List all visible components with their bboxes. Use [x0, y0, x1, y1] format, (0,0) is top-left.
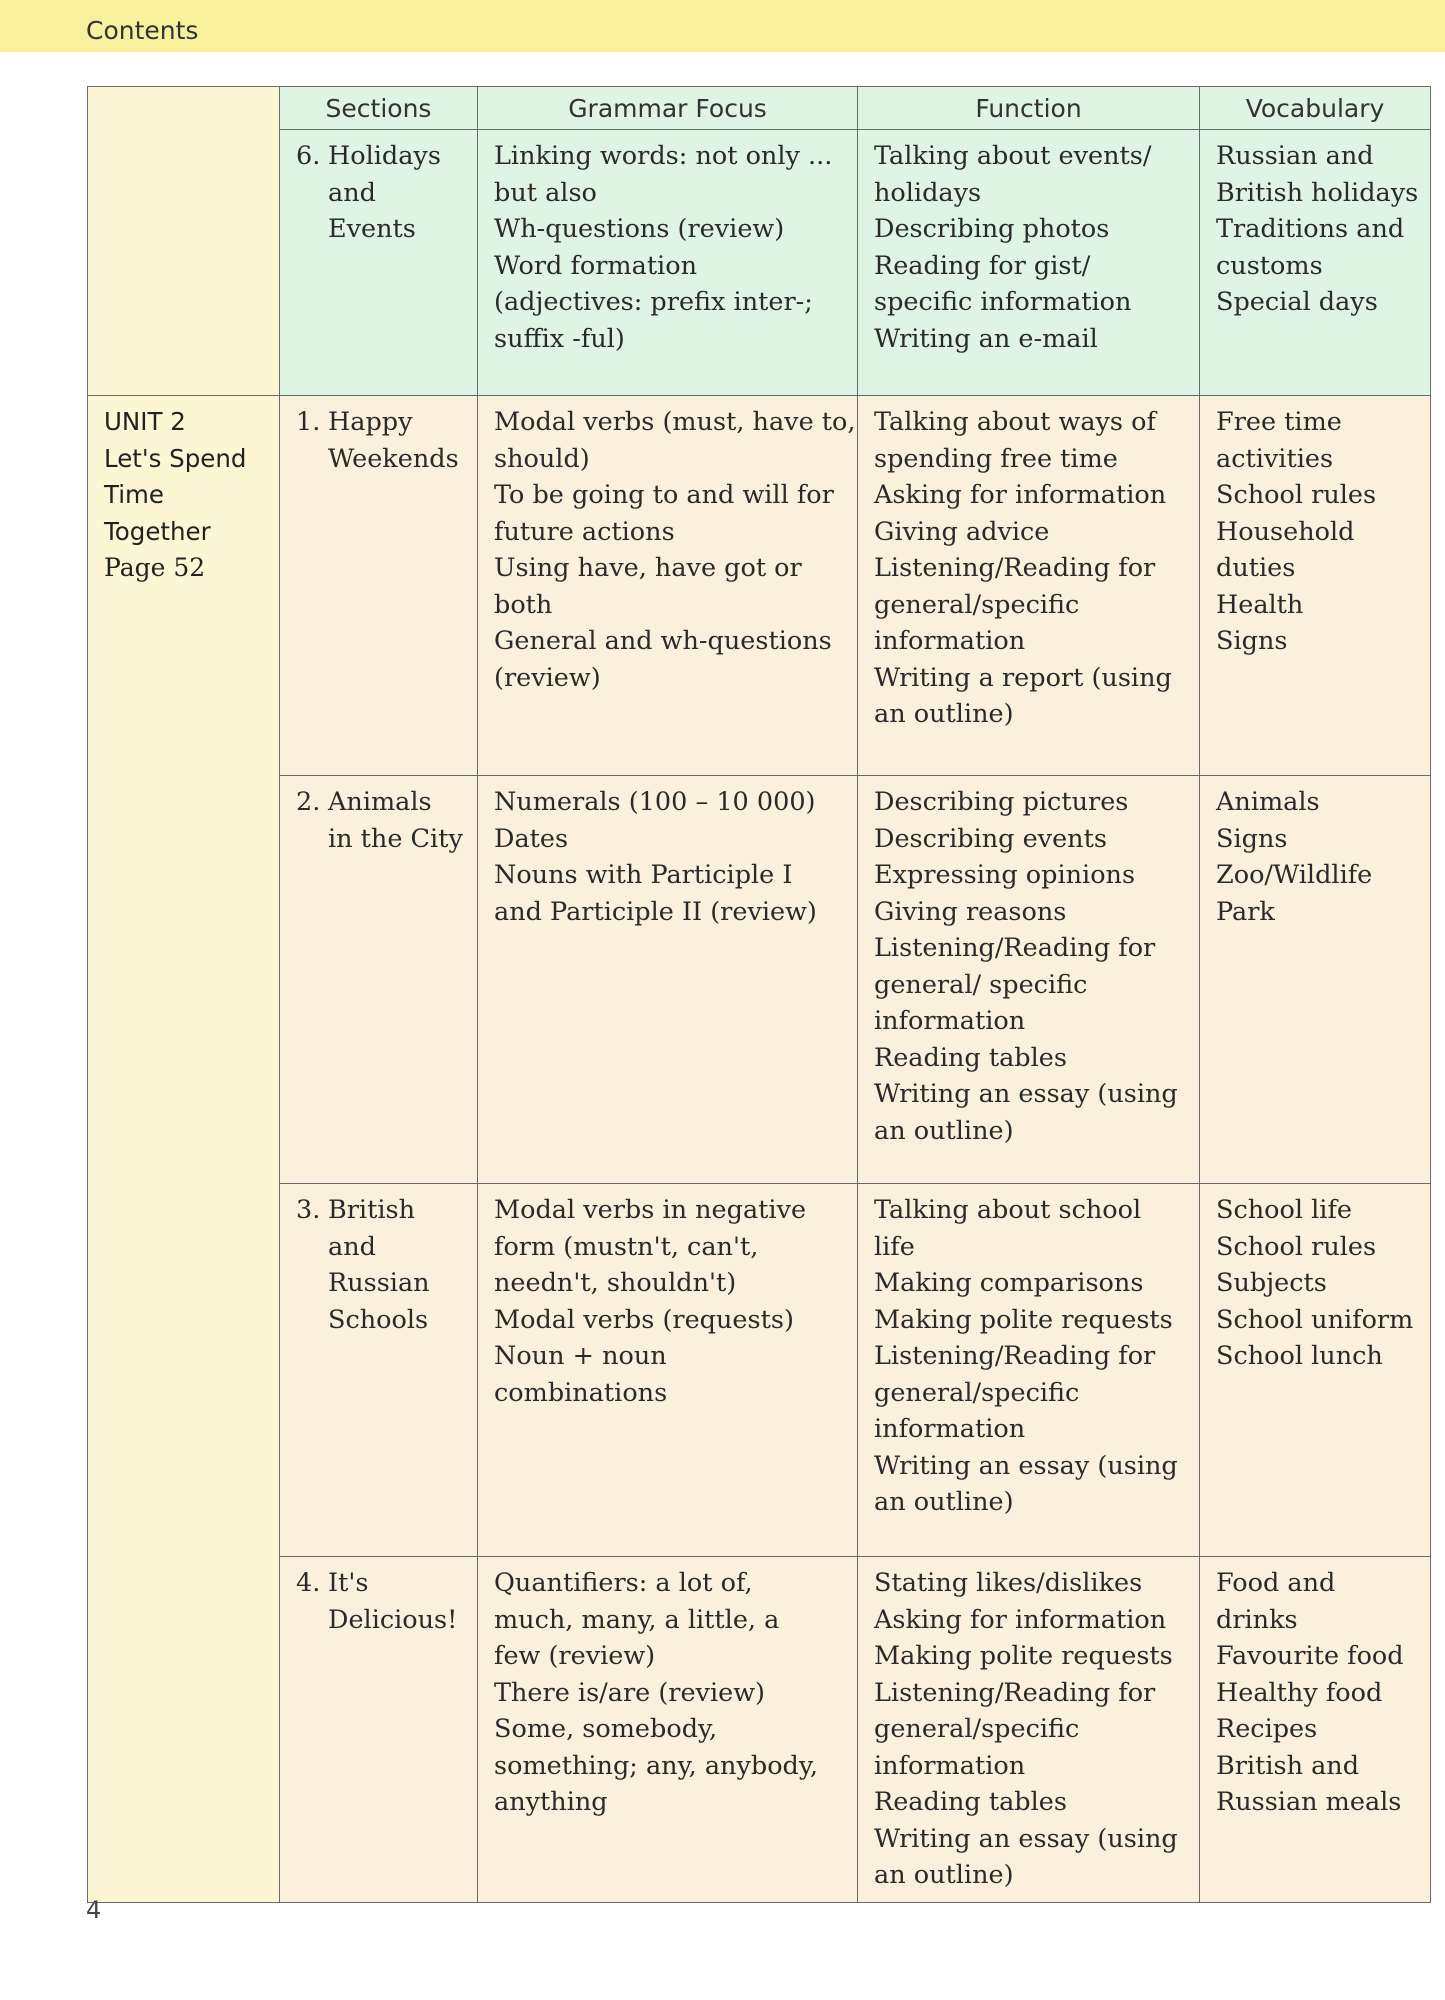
- function-line: general/specific: [874, 1377, 1080, 1408]
- grammar-line: and Participle II (review): [494, 896, 817, 927]
- function-line: Writing an essay (using: [874, 1823, 1178, 1854]
- grammar-line: needn't, shouldn't): [494, 1268, 737, 1298]
- vocabulary-line: Household: [1216, 516, 1355, 547]
- vocabulary-line: activities: [1216, 443, 1334, 474]
- vocabulary-line: Park: [1216, 896, 1275, 927]
- vocabulary-line: Healthy food: [1216, 1677, 1383, 1708]
- grammar-line: Quantifiers: a lot of,: [494, 1568, 753, 1598]
- section-number: 4.: [296, 1568, 321, 1598]
- grammar-line: future actions: [494, 516, 675, 547]
- grammar-line: Some, somebody,: [494, 1714, 718, 1744]
- vocabulary-line: British holidays: [1216, 177, 1419, 208]
- section-title-line: Russian: [328, 1268, 430, 1298]
- function-line: information: [874, 1006, 1026, 1036]
- unit-page: Page 52: [104, 553, 206, 582]
- vocabulary-line: Animals: [1216, 787, 1320, 817]
- vocabulary-cell: [1200, 130, 1431, 396]
- grammar-line: Nouns with Participle I: [494, 860, 793, 890]
- header-row: [88, 87, 1431, 130]
- table-row: [88, 1184, 1431, 1557]
- column-header-sections: Sections: [280, 87, 478, 130]
- section-title-line: Holidays: [328, 141, 441, 171]
- grammar-line: something; any, anybody,: [494, 1750, 818, 1781]
- function-line: Making polite requests: [874, 1304, 1173, 1335]
- function-line: Giving advice: [874, 516, 1050, 547]
- vocabulary-line: School uniform: [1216, 1304, 1414, 1335]
- section-number: 2.: [296, 787, 321, 817]
- function-line: Asking for information: [874, 1604, 1167, 1635]
- vocabulary-cell: [1200, 396, 1431, 776]
- function-line: Giving reasons: [874, 896, 1067, 927]
- function-line: an outline): [874, 1115, 1014, 1146]
- vocabulary-line: duties: [1216, 553, 1296, 583]
- function-line: information: [874, 1414, 1026, 1444]
- function-line: life: [874, 1231, 915, 1262]
- section-title-line: and: [328, 1231, 376, 1262]
- grammar-line: (adjectives: prefix inter-;: [494, 287, 813, 317]
- grammar-line: Linking words: not only ...: [494, 141, 833, 171]
- header-bar: [0, 0, 1445, 52]
- section-title-line: Events: [328, 214, 416, 244]
- function-line: Writing an essay (using: [874, 1079, 1178, 1109]
- function-line: Talking about school: [874, 1195, 1142, 1225]
- function-line: spending free time: [874, 443, 1118, 474]
- unit-cell: [88, 396, 280, 1903]
- function-line: Reading tables: [874, 1042, 1067, 1073]
- function-line: Talking about events/: [874, 141, 1152, 171]
- section-title-line: and: [328, 177, 376, 208]
- vocabulary-line: Special days: [1216, 287, 1378, 317]
- section-title-line: Weekends: [328, 443, 459, 474]
- function-line: specific information: [874, 287, 1132, 317]
- section-number: 6.: [296, 141, 321, 171]
- function-line: Stating likes/dislikes: [874, 1568, 1143, 1598]
- function-line: general/specific: [874, 589, 1080, 620]
- grammar-line: There is/are (review): [494, 1677, 765, 1708]
- function-line: Listening/Reading for: [874, 1341, 1156, 1371]
- vocabulary-line: Russian and: [1216, 141, 1374, 171]
- table-row: [88, 130, 1431, 396]
- section-title-line: Delicious!: [328, 1604, 458, 1635]
- grammar-line: combinations: [494, 1377, 668, 1408]
- function-line: general/specific: [874, 1714, 1080, 1744]
- table-row: [88, 1557, 1431, 1903]
- vocabulary-line: Traditions and: [1216, 214, 1405, 244]
- vocabulary-cell: [1200, 776, 1431, 1184]
- grammar-line: (review): [494, 662, 601, 693]
- unit-title-line: Together: [104, 516, 211, 546]
- grammar-line: should): [494, 443, 590, 474]
- page-title: Contents: [86, 16, 199, 45]
- section-cell: [280, 1557, 478, 1903]
- vocabulary-line: customs: [1216, 250, 1323, 281]
- grammar-line: form (mustn't, can't,: [494, 1231, 759, 1262]
- grammar-cell: [478, 1184, 858, 1557]
- grammar-line: few (review): [494, 1641, 656, 1671]
- vocabulary-line: Russian meals: [1216, 1787, 1402, 1817]
- section-title-line: Animals: [328, 787, 432, 817]
- function-line: Writing a report (using: [874, 662, 1172, 693]
- function-line: Listening/Reading for: [874, 1677, 1156, 1708]
- function-cell: [858, 130, 1200, 396]
- section-cell: [280, 130, 478, 396]
- grammar-cell: [478, 776, 858, 1184]
- function-line: an outline): [874, 699, 1014, 729]
- vocabulary-line: Signs: [1216, 823, 1288, 854]
- column-header-vocabulary: Vocabulary: [1200, 87, 1431, 130]
- section-title-line: Schools: [328, 1304, 429, 1335]
- grammar-line: much, many, a little, a: [494, 1604, 780, 1635]
- vocabulary-line: School lunch: [1216, 1341, 1383, 1371]
- vocabulary-line: British and: [1216, 1750, 1360, 1781]
- function-cell: [858, 1184, 1200, 1557]
- vocabulary-line: Favourite food: [1216, 1641, 1404, 1671]
- function-line: Talking about ways of: [874, 407, 1156, 437]
- function-line: information: [874, 1750, 1026, 1781]
- section-title-line: in the City: [328, 823, 463, 854]
- vocabulary-line: Health: [1216, 589, 1304, 620]
- unit-number: UNIT 2: [104, 407, 186, 436]
- grammar-line: Modal verbs (must, have to,: [494, 407, 856, 437]
- vocabulary-cell: [1200, 1184, 1431, 1557]
- function-cell: [858, 396, 1200, 776]
- vocabulary-cell: [1200, 1557, 1431, 1903]
- unit-cell-previous: [88, 130, 280, 396]
- unit-header-spacer: [88, 87, 280, 130]
- function-line: Describing photos: [874, 214, 1110, 244]
- contents-table: [87, 86, 1431, 1903]
- vocabulary-line: Subjects: [1216, 1268, 1327, 1298]
- vocabulary-line: drinks: [1216, 1604, 1298, 1635]
- function-line: Expressing opinions: [874, 860, 1136, 890]
- function-line: Making comparisons: [874, 1268, 1144, 1298]
- vocabulary-line: Free time: [1216, 407, 1342, 437]
- function-line: Listening/Reading for: [874, 933, 1156, 963]
- section-title-line: British: [328, 1195, 415, 1225]
- unit-title-line: Time: [104, 480, 164, 509]
- grammar-line: General and wh-questions: [494, 626, 832, 656]
- vocabulary-line: Zoo/Wildlife: [1216, 860, 1373, 890]
- grammar-line: Dates: [494, 823, 569, 854]
- function-line: Listening/Reading for: [874, 553, 1156, 583]
- section-cell: [280, 396, 478, 776]
- grammar-line: Word formation: [494, 250, 697, 281]
- column-header-function: Function: [858, 87, 1200, 130]
- section-title-line: Happy: [328, 407, 413, 437]
- function-line: Describing pictures: [874, 787, 1129, 817]
- function-line: general/ specific: [874, 969, 1088, 1000]
- vocabulary-line: Recipes: [1216, 1714, 1318, 1744]
- function-line: Making polite requests: [874, 1641, 1173, 1671]
- section-number: 1.: [296, 407, 321, 437]
- grammar-cell: [478, 130, 858, 396]
- grammar-line: Modal verbs in negative: [494, 1195, 807, 1225]
- section-cell: [280, 776, 478, 1184]
- function-line: Writing an essay (using: [874, 1450, 1178, 1481]
- function-line: holidays: [874, 177, 982, 208]
- vocabulary-line: School rules: [1216, 480, 1377, 510]
- section-cell: [280, 1184, 478, 1557]
- column-header-grammar: Grammar Focus: [478, 87, 858, 130]
- grammar-line: Modal verbs (requests): [494, 1304, 794, 1335]
- function-cell: [858, 776, 1200, 1184]
- function-line: information: [874, 626, 1026, 656]
- section-number: 3.: [296, 1195, 321, 1225]
- vocabulary-line: Signs: [1216, 626, 1288, 656]
- function-line: an outline): [874, 1860, 1014, 1890]
- function-line: an outline): [874, 1487, 1014, 1517]
- function-line: Reading for gist/: [874, 250, 1091, 281]
- grammar-cell: [478, 1557, 858, 1903]
- grammar-line: but also: [494, 177, 597, 208]
- table-row: [88, 776, 1431, 1184]
- grammar-line: Noun + noun: [494, 1341, 667, 1371]
- grammar-line: both: [494, 589, 553, 620]
- function-line: Describing events: [874, 823, 1107, 854]
- grammar-line: anything: [494, 1787, 608, 1817]
- section-title-line: It's: [328, 1568, 369, 1598]
- function-cell: [858, 1557, 1200, 1903]
- grammar-cell: [478, 396, 858, 776]
- grammar-line: Using have, have got or: [494, 553, 802, 583]
- unit-title-line: Let's Spend: [104, 443, 247, 473]
- function-line: Asking for information: [874, 480, 1167, 510]
- function-line: Writing an e-mail: [874, 323, 1098, 354]
- table-row: [88, 396, 1431, 776]
- vocabulary-line: Food and: [1216, 1568, 1336, 1598]
- page-number: 4: [86, 1896, 102, 1924]
- vocabulary-line: School rules: [1216, 1231, 1377, 1262]
- grammar-line: To be going to and will for: [494, 480, 834, 510]
- grammar-line: Numerals (100 – 10 000): [494, 787, 816, 817]
- function-line: Reading tables: [874, 1787, 1067, 1817]
- grammar-line: Wh-questions (review): [494, 214, 785, 244]
- vocabulary-line: School life: [1216, 1195, 1352, 1225]
- grammar-line: suffix -ful): [494, 323, 625, 354]
